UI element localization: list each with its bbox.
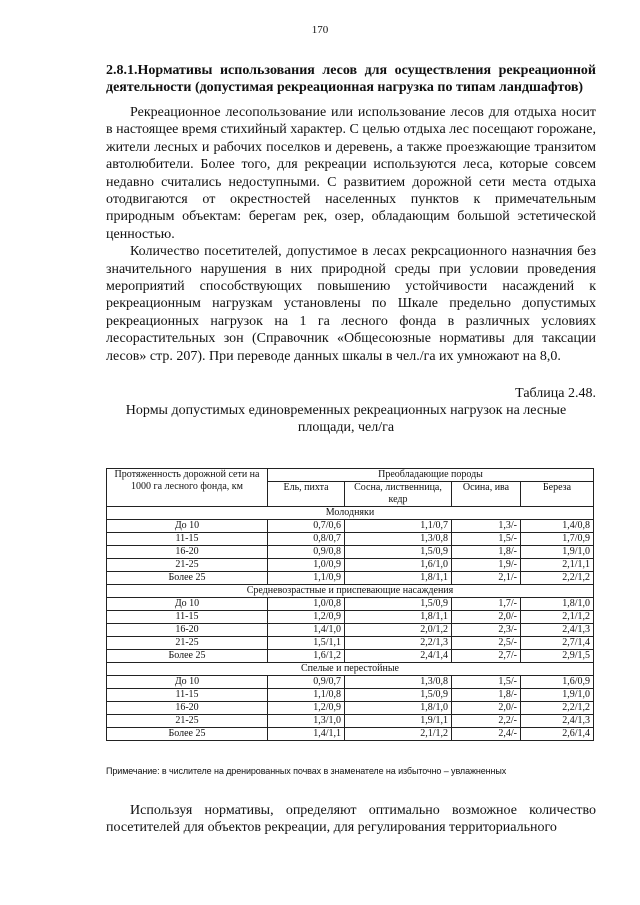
cell-value: 1,3/0,8 [345,533,452,546]
cell-value: 1,5/- [452,533,521,546]
final-paragraph: Используя нормативы, определяют оптимально возможное количество посетителей для объектов рекреации, для регулирования территориального [106,803,596,836]
cell-value: 1,9/- [452,559,521,572]
cell-value: 1,3/0,8 [345,676,452,689]
cell-value: 1,8/1,0 [521,598,594,611]
cell-value: 1,9/1,1 [345,715,452,728]
cell-road-density: До 10 [107,598,268,611]
table-label: Таблица 2.48. [515,386,596,402]
cell-road-density: Более 25 [107,572,268,585]
cell-value: 1,4/1,0 [268,624,345,637]
cell-road-density: До 10 [107,520,268,533]
table-row [107,689,594,702]
cell-road-density: 21-25 [107,715,268,728]
table-row [107,650,594,663]
cell-value: 2,5/- [452,637,521,650]
paragraph-2: Количество посетителей, допустимое в лесах рекрсационного назначния без значительного нарушения в них природной среды при условии проведения мероприятий способствующих повышению устойчивости насаждений к рекреационным нагрузкам установлены по Шкале предельно допустимых рекреационных нагрузок на 1 га лесного фонда в различных условиях лесорастительных зон (Справочник «Общесоюзные нормативы для таксации лесов» стр. 207). При переводе данных шкалы в чел./га их умножают на 8,0. [106,244,596,364]
cell-value: 1,0/0,9 [268,559,345,572]
table-row [107,676,594,689]
cell-value: 1,3/- [452,520,521,533]
cell-value: 1,8/1,1 [345,611,452,624]
cell-value: 1,9/1,0 [521,689,594,702]
cell-value: 1,8/1,0 [345,702,452,715]
cell-road-density: 21-25 [107,559,268,572]
cell-road-density: До 10 [107,676,268,689]
cell-road-density: 16-20 [107,624,268,637]
cell-value: 2,3/- [452,624,521,637]
cell-value: 2,4/1,4 [345,650,452,663]
cell-value: 1,4/0,8 [521,520,594,533]
cell-value: 1,7/- [452,598,521,611]
cell-value: 2,2/1,2 [521,702,594,715]
cell-road-density: 11-15 [107,533,268,546]
table-title: Нормы допустимых единовременных рекреационных нагрузок на лесные площади, чел/га [125,403,567,436]
cell-value: 2,1/1,2 [345,728,452,741]
cell-value: 1,5/0,9 [345,598,452,611]
section-heading: 2.8.1.Нормативы использования лесов для осуществления рекреационной деятельности (допустимая рекреационная нагрузка по типам ландшафтов) [106,63,596,95]
table-row [107,611,594,624]
cell-road-density: 11-15 [107,689,268,702]
cell-value: 1,5/- [452,676,521,689]
cell-value: 1,5/0,9 [345,546,452,559]
cell-value: 2,4/1,3 [521,624,594,637]
cell-value: 1,6/0,9 [521,676,594,689]
cell-value: 2,9/1,5 [521,650,594,663]
header-pine-larch-cedar: Сосна, лиственница, кедр [345,482,452,507]
cell-road-density: 16-20 [107,546,268,559]
cell-value: 2,0/1,2 [345,624,452,637]
table-row [107,728,594,741]
table-section-row [107,663,594,676]
cell-value: 0,9/0,7 [268,676,345,689]
table-row [107,533,594,546]
main-text [106,62,596,436]
table-row [107,624,594,637]
header-aspen-willow: Осина, ива [452,482,521,507]
header-spruce-fir: Ель, пихта [268,482,345,507]
cell-value: 1,4/1,1 [268,728,345,741]
table-row [107,598,594,611]
cell-value: 1,2/0,9 [268,611,345,624]
cell-value: 1,2/0,9 [268,702,345,715]
cell-value: 0,7/0,6 [268,520,345,533]
table-row [107,637,594,650]
cell-value: 1,9/1,0 [521,546,594,559]
section-title: Спелые и перестойные [107,663,594,676]
table-body [107,507,594,741]
header-road-network: Протяженность дорожной сети на 1000 га лесного фонда, км [107,469,268,507]
section-title: Средневозрастные и приспевающие насаждения [107,585,594,598]
table-row [107,520,594,533]
cell-value: 0,9/0,8 [268,546,345,559]
section-title: Молодняки [107,507,594,520]
page-number: 170 [311,24,329,36]
cell-value: 1,1/0,9 [268,572,345,585]
table-section-row [107,507,594,520]
cell-value: 2,4/- [452,728,521,741]
table-note: Примечание: в числителе на дренированных почвах в знаменателе на избыточно – увлажненных [106,766,507,776]
cell-value: 2,0/- [452,611,521,624]
table-row [107,715,594,728]
cell-value: 1,6/1,0 [345,559,452,572]
table-row [107,572,594,585]
cell-value: 0,8/0,7 [268,533,345,546]
cell-value: 1,7/0,9 [521,533,594,546]
cell-value: 1,3/1,0 [268,715,345,728]
cell-value: 2,1/1,2 [521,611,594,624]
cell-value: 1,5/1,1 [268,637,345,650]
cell-value: 1,1/0,8 [268,689,345,702]
cell-value: 2,7/- [452,650,521,663]
header-birch: Береза [521,482,594,507]
cell-value: 1,6/1,2 [268,650,345,663]
cell-value: 1,0/0,8 [268,598,345,611]
cell-value: 2,0/- [452,702,521,715]
cell-value: 1,8/1,1 [345,572,452,585]
table-row [107,546,594,559]
table-row [107,702,594,715]
table-section-row [107,585,594,598]
cell-value: 1,8/- [452,546,521,559]
header-species: Преобладающие породы [268,469,594,482]
recreation-norms-table [106,468,594,741]
table-row [107,559,594,572]
cell-road-density: Более 25 [107,728,268,741]
cell-value: 2,2/- [452,715,521,728]
cell-value: 1,8/- [452,689,521,702]
cell-road-density: 11-15 [107,611,268,624]
cell-road-density: 16-20 [107,702,268,715]
cell-value: 2,6/1,4 [521,728,594,741]
cell-value: 2,1/1,1 [521,559,594,572]
cell-value: 2,1/- [452,572,521,585]
cell-value: 1,1/0,7 [345,520,452,533]
cell-road-density: Более 25 [107,650,268,663]
cell-value: 1,5/0,9 [345,689,452,702]
cell-value: 2,4/1,3 [521,715,594,728]
paragraph-1: Рекреационное лесопользование или использование лесов для отдыха носит в настоящее время стихийный характер. С целью отдыха лес посещают горожане, жители лесных и рабочих поселков и деревень, а также проезжающие транзитом автолюбители. Более того, для рекреации используются леса, которые совсем недавно считались недоступными. С развитием дорожной сети места отдыха отодвигаются от окрестностей населенных пунктов к примечательным природным объектам: берегам рек, озер, обладающим большой эстетической ценностью. [106,105,596,242]
cell-value: 2,7/1,4 [521,637,594,650]
cell-value: 2,2/1,3 [345,637,452,650]
cell-value: 2,2/1,2 [521,572,594,585]
cell-road-density: 21-25 [107,637,268,650]
